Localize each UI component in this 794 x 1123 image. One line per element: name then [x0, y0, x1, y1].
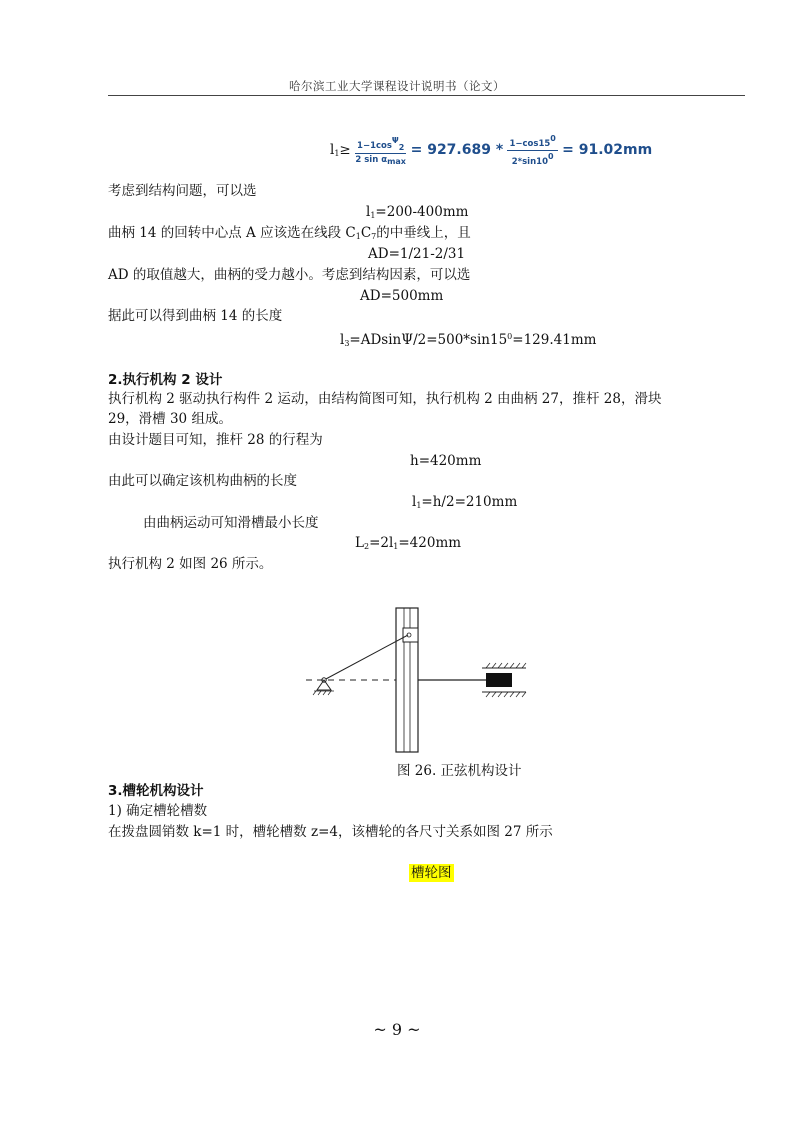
formula-l2: $L_2=2l_1=420mm$ — [355, 535, 462, 551]
paragraph-crank-length: 据此可以得到曲柄 14 的长度 — [108, 308, 283, 324]
section-heading-2: 2.执行机构 2 设计 — [108, 372, 223, 388]
figure-sine-mechanism — [300, 600, 540, 760]
formula-geq: ≥ — [339, 142, 351, 158]
figure-caption-26: 图 26. 正弦机构设计 — [397, 763, 522, 779]
formula-lhs: $l_1$ — [330, 142, 340, 158]
header-divider — [108, 95, 745, 96]
formula-h: h=420mm — [410, 453, 482, 469]
formula-ad-value: AD=500mm — [360, 288, 444, 304]
highlighted-placeholder: 槽轮图 — [411, 865, 452, 881]
crank-link — [324, 635, 408, 680]
formula-fraction-2: $\frac{1-\cos 15^0}{2*\sin 10^0}$ — [509, 134, 556, 167]
paragraph-ad-choice: AD 的取值越大，曲柄的受力越小。考虑到结构因素，可以选 — [108, 267, 471, 283]
paragraph-structure: 考虑到结构问题，可以选 — [108, 183, 257, 199]
formula-l1-range: $l_1=200-400mm$ — [366, 204, 469, 220]
formula-result: = 91.02mm — [562, 142, 653, 158]
paragraph-slot-length: 由曲柄运动可知滑槽最小长度 — [143, 515, 319, 531]
formula-l1-half: $l_1=h/2=210mm$ — [412, 494, 518, 510]
formula-ad-range: AD=1/21-2/31 — [368, 246, 466, 262]
section-heading-3: 3.槽轮机构设计 — [108, 783, 204, 799]
formula-fraction-1: $\frac{1-1\cos^\Psi_2}{2 \sin \alpha_{max}}$ — [355, 135, 406, 166]
paragraph-crank14: 曲柄 14 的回转中心点 A 应该选在线段 $C_1C_7$的中垂线上，且 — [108, 225, 471, 241]
formula-eq-1: = 927.689 * — [410, 142, 504, 158]
formula-l3: $l_3=ADsin\Psi/2=500*\sin 15^0=129.41mm$ — [340, 332, 597, 348]
slider-block — [403, 628, 418, 642]
page-number: ~ 9 ~ — [373, 1020, 421, 1039]
paragraph-crank-length-2: 由此可以确定该机构曲柄的长度 — [108, 473, 297, 489]
formula-l1-inequality — [330, 134, 652, 167]
paragraph-geneva: 在拨盘圆销数 k=1 时，槽轮槽数 z=4，该槽轮的各尺寸关系如图 27 所示 — [108, 824, 553, 840]
page-header: 哈尔滨工业大学课程设计说明书（论文） — [289, 79, 505, 93]
paragraph-fig26-ref: 执行机构 2 如图 26 所示。 — [108, 556, 273, 572]
paragraph-stroke: 由设计题目可知，推杆 28 的行程为 — [108, 432, 323, 448]
paragraph-mechanism2-b: 29，滑槽 30 组成。 — [108, 411, 232, 427]
guide-slider — [486, 673, 512, 687]
list-item-1: 1) 确定槽轮槽数 — [108, 803, 208, 819]
paragraph-mechanism2-a: 执行机构 2 驱动执行构件 2 运动，由结构简图可知，执行机构 2 由曲柄 27，推杆 28，滑块 — [108, 391, 662, 407]
